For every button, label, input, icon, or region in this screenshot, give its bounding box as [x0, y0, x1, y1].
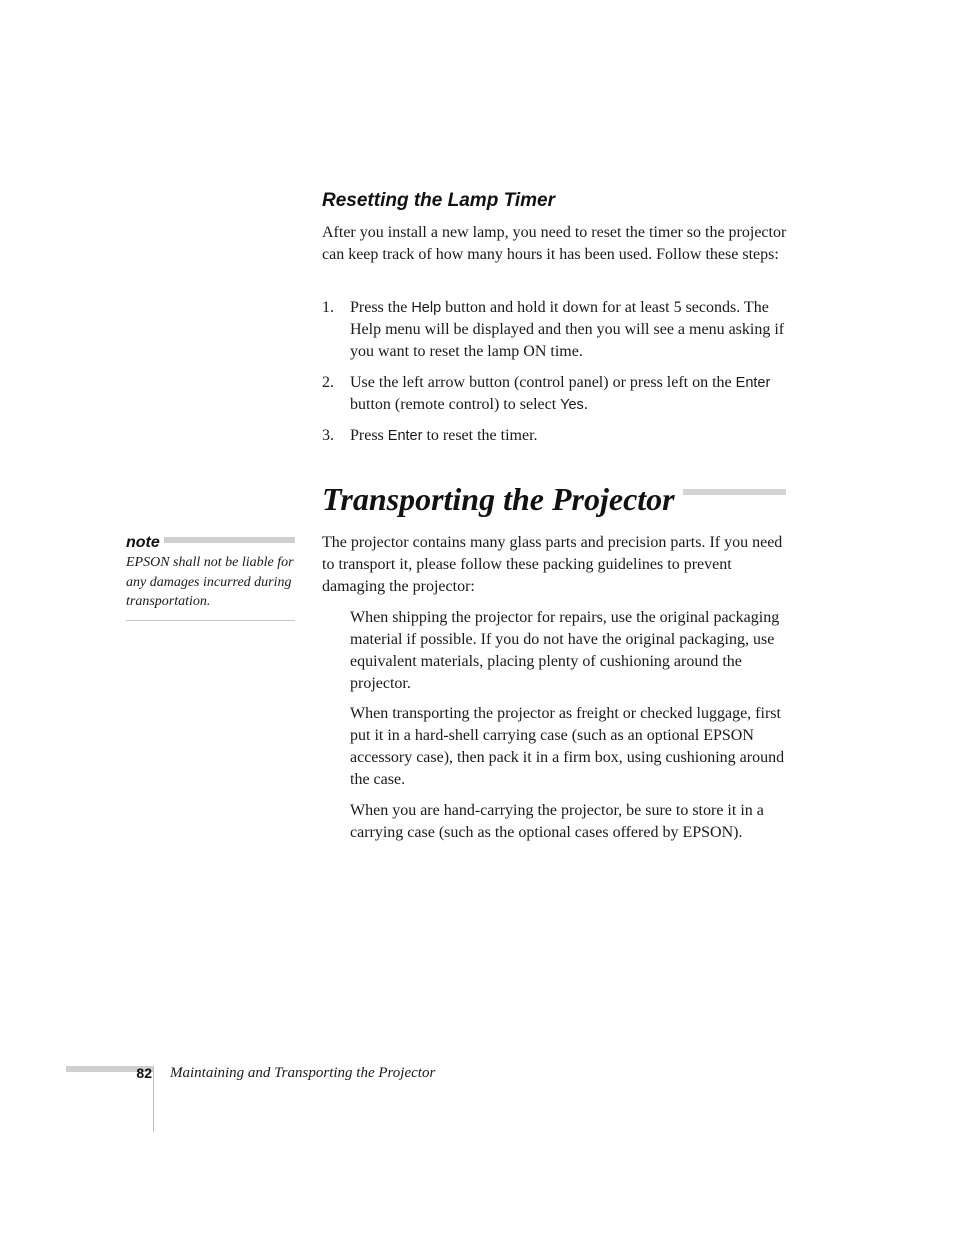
- note-rule-bottom: [126, 620, 295, 621]
- page-number: 82: [136, 1065, 152, 1081]
- step-item: [322, 372, 787, 416]
- step-item: [322, 425, 787, 447]
- step-number: 1.: [322, 299, 334, 316]
- chapter-intro: The projector contains many glass parts and precision parts. If you need to transport it, please follow these packing guidelines to prevent damaging the projector:: [322, 534, 783, 595]
- section-intro: After you install a new lamp, you need to reset the timer so the projector can keep track of how many hours it has been used. Follow these steps:: [322, 224, 787, 263]
- list-item: When shipping the projector for repairs, use the original packaging material if possible. If you do not have the original packaging, use equivalent materials, placing plenty of cushioning around the projector.: [350, 609, 780, 692]
- step-text: Use the left arrow button (control panel) or press left on the Enter button (remote control) to select Yes.: [350, 374, 771, 413]
- key-label: Help: [411, 300, 442, 316]
- note-text: EPSON shall not be liable for any damages incurred during transportation.: [126, 555, 294, 609]
- section-heading: Resetting the Lamp Timer: [322, 190, 555, 211]
- step-text: Press the Help button and hold it down for at least 5 seconds. The Help menu will be displayed and then you will see a menu asking if you want to reset the lamp ON time.: [350, 299, 785, 360]
- footer-title: Maintaining and Transporting the Projector: [170, 1065, 436, 1081]
- list-item: When you are hand-carrying the projector, be sure to store it in a carrying case (such as the optional cases offered by EPSON).: [350, 802, 764, 841]
- chapter-heading: Transporting the Projector: [322, 477, 683, 521]
- key-label: Enter: [735, 375, 771, 391]
- step-number: 2.: [322, 374, 334, 391]
- key-label: Yes: [560, 397, 584, 413]
- key-label: Enter: [387, 428, 423, 444]
- step-item: [322, 297, 787, 363]
- list-item: When transporting the projector as freight or checked luggage, first put it in a hard-shell carrying case (such as an optional EPSON accessory case), then pack it in a firm box, using cushioning around the case.: [350, 705, 785, 788]
- step-text: Press Enter to reset the timer.: [350, 427, 538, 444]
- footer-divider: [153, 1066, 154, 1132]
- step-number: 3.: [322, 427, 334, 444]
- note-label: note: [126, 533, 164, 553]
